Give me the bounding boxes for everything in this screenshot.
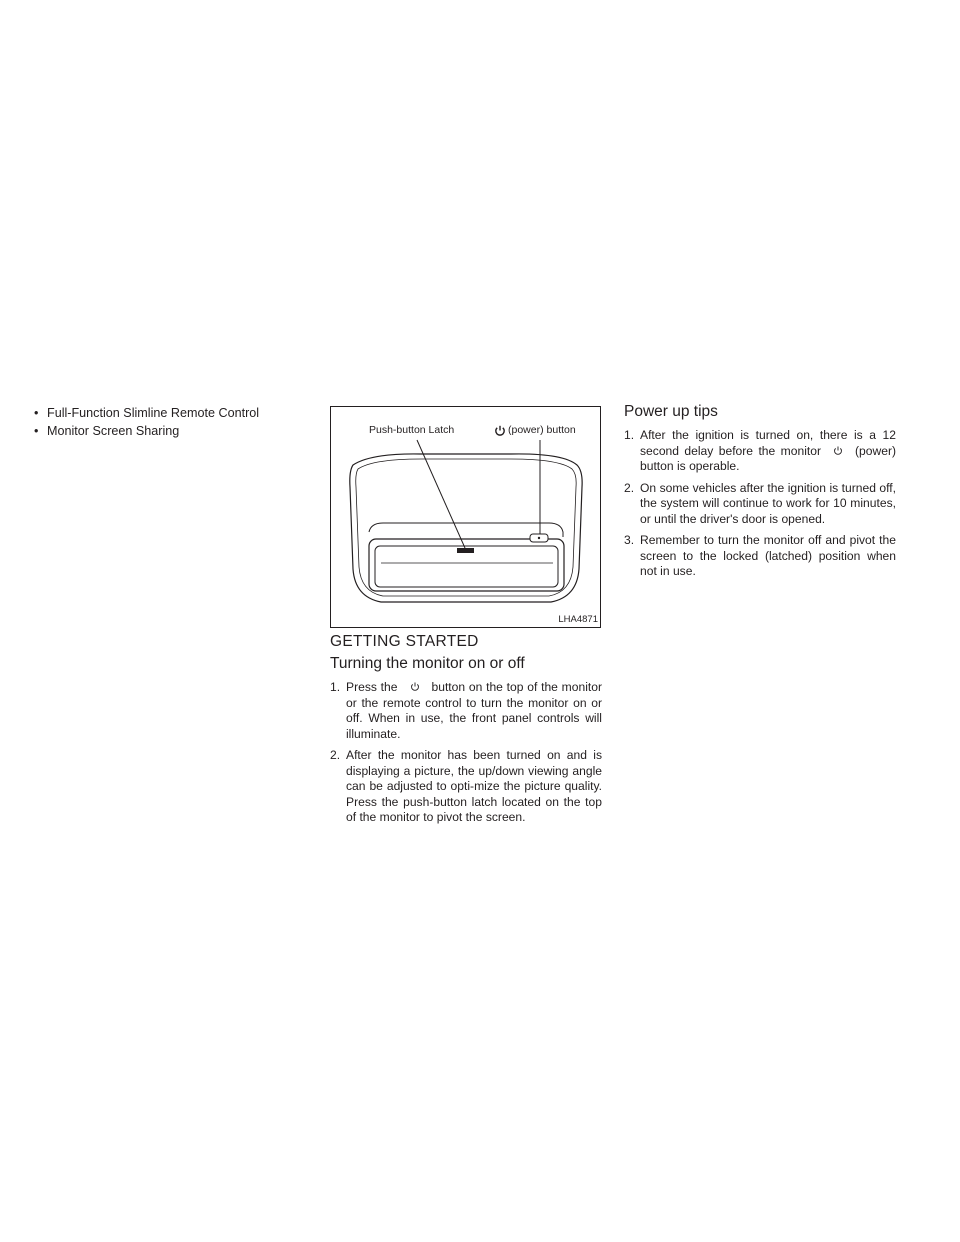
feature-remote-control: Full-Function Slimline Remote Control <box>47 406 260 420</box>
subsection-title: Power up tips <box>624 403 718 420</box>
push-button-latch <box>457 548 474 553</box>
list-item <box>330 680 602 742</box>
bullet: • <box>34 424 39 438</box>
power-callout-label: (power) button <box>508 424 576 436</box>
monitor-illustration <box>331 407 600 627</box>
step-number: 3. <box>624 533 635 547</box>
list-item <box>34 422 259 440</box>
list-item <box>330 748 602 826</box>
step-text: Remember to turn the monitor off and pivot the screen to the locked (latched) position when not in use. <box>640 533 896 578</box>
power-button-dot <box>538 537 540 539</box>
figure-id: LHA4871 <box>558 614 598 625</box>
step-number: 2. <box>624 480 635 495</box>
monitor-housing-outline <box>350 454 582 602</box>
turning-on-steps <box>330 680 602 832</box>
subsection-title: Turning the monitor on or off <box>330 655 525 672</box>
power-up-tips-list <box>624 428 896 586</box>
feature-list <box>34 404 259 440</box>
list-item <box>624 481 896 528</box>
power-icon <box>496 426 504 435</box>
step-number: 1. <box>330 680 341 694</box>
list-item <box>34 404 259 422</box>
section-title: GETTING STARTED <box>330 633 479 650</box>
latch-leader-line <box>417 440 465 548</box>
step-text: button on the top of the monitor or the remote control to turn the monitor on or off. When in use, the front panel controls will illuminate. <box>346 680 602 741</box>
bullet: • <box>34 406 39 420</box>
latch-callout-label: Push-button Latch <box>369 424 455 436</box>
feature-screen-sharing: Monitor Screen Sharing <box>47 424 180 438</box>
step-text: On some vehicles after the ignition is turned off, the system will continue to work for 10 minutes, or until the driver's door is opened. <box>640 480 896 526</box>
power-icon <box>821 444 855 460</box>
step-text: Press the <box>346 680 398 694</box>
monitor-figure <box>330 406 601 628</box>
power-icon <box>398 680 432 696</box>
step-text: (power) button is operable. <box>640 443 896 473</box>
step-number: 1. <box>624 428 635 442</box>
list-item <box>624 428 896 475</box>
screen-frame <box>369 539 564 591</box>
step-number: 2. <box>330 748 341 762</box>
monitor-housing-inner <box>356 459 576 596</box>
step-text: After the ignition is turned on, there is a 12 second delay before the monitor <box>640 428 896 458</box>
list-item <box>624 533 896 580</box>
step-text: After the monitor has been turned on and is displaying a picture, the up/down viewing angle can be adjusted to opti-mize the picture quality. Press the push-button latch located on the top of the monitor to pivot the screen. <box>346 748 602 824</box>
